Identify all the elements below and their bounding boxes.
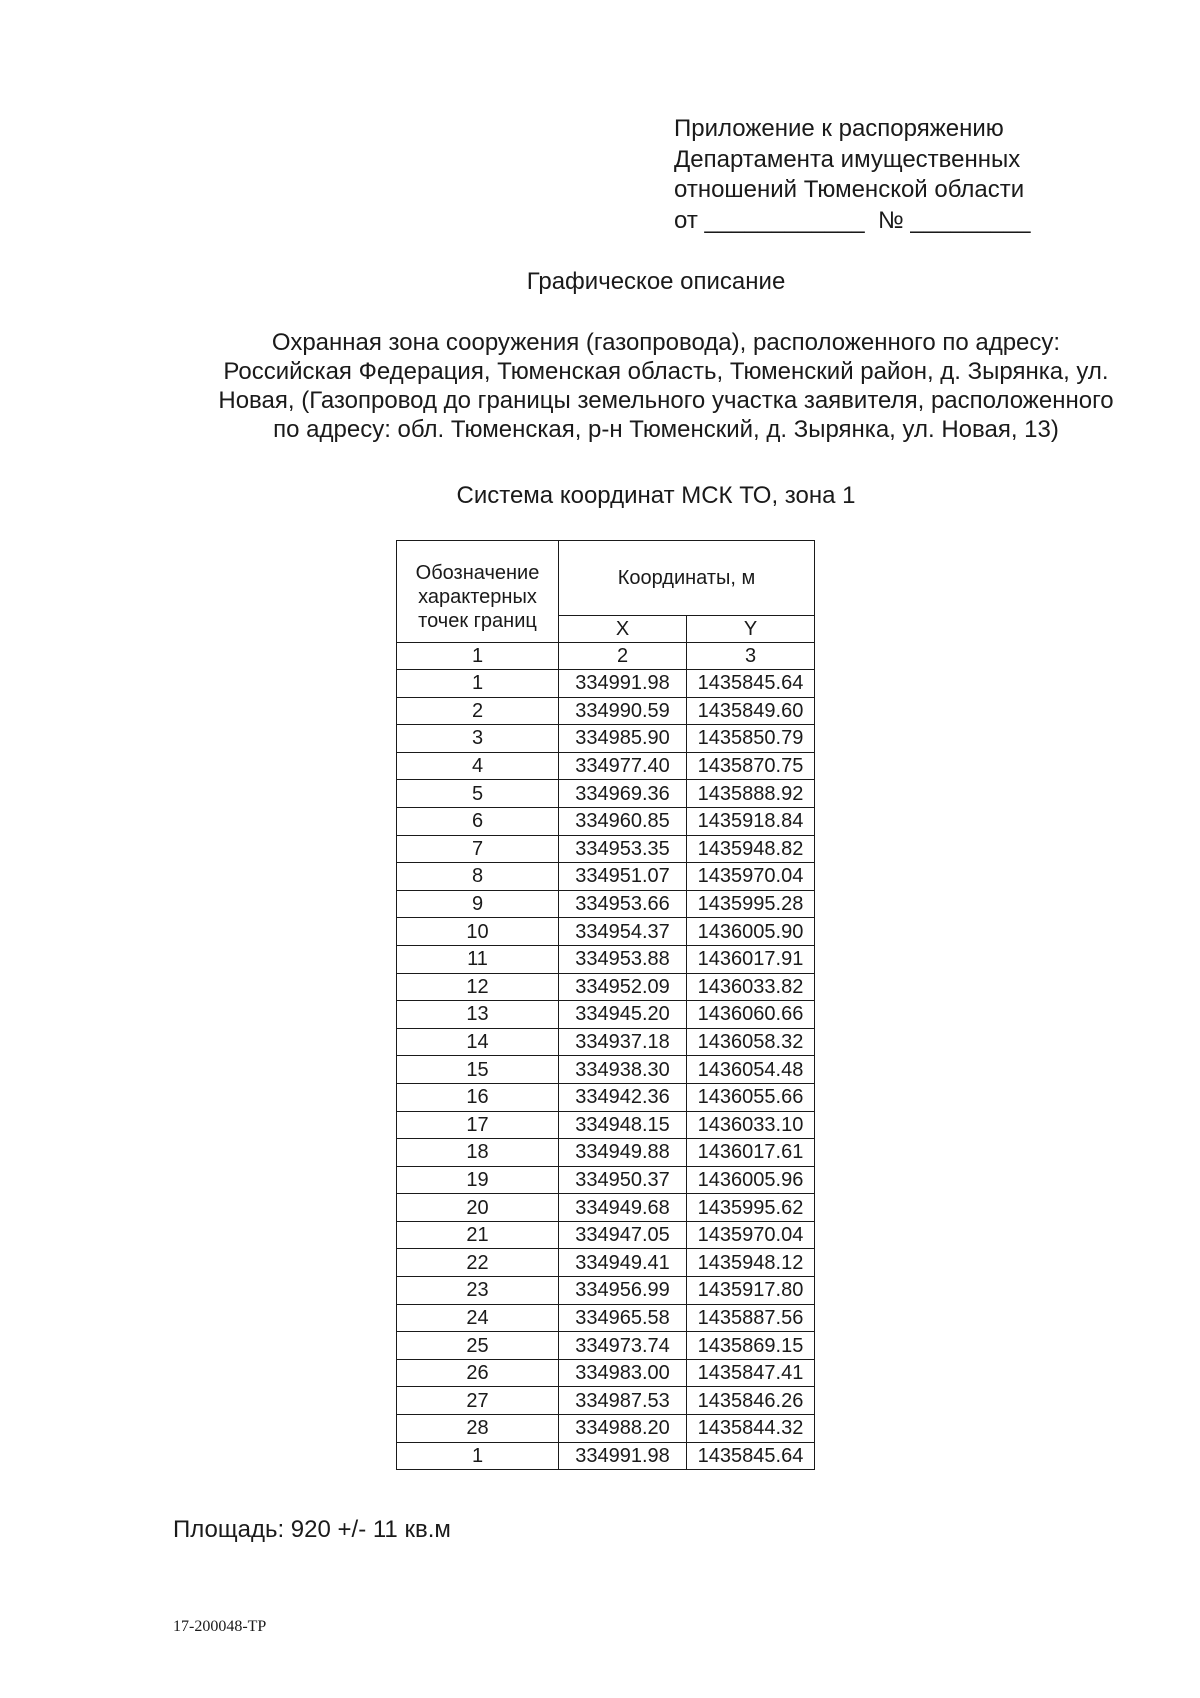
area-value: Площадь: 920 +/- 11 кв.м [173, 1516, 451, 1543]
x-coordinate-cell: 334953.88 [559, 945, 687, 973]
y-coordinate-cell: 1435850.79 [687, 725, 815, 753]
y-coordinate-cell: 1435888.92 [687, 780, 815, 808]
x-coordinate-cell: 334949.41 [559, 1249, 687, 1277]
point-number-cell: 22 [397, 1249, 559, 1277]
y-coordinate-cell: 1436033.82 [687, 973, 815, 1001]
description-line: по адресу: обл. Тюменская, р-н Тюменский, д. Зырянка, ул. Новая, 13) [273, 416, 1059, 443]
y-coordinate-cell: 1435849.60 [687, 697, 815, 725]
x-coordinate-cell: 334953.35 [559, 835, 687, 863]
point-number-cell: 5 [397, 780, 559, 808]
x-coordinate-cell: 334948.15 [559, 1111, 687, 1139]
point-number-cell: 17 [397, 1111, 559, 1139]
x-coordinate-cell: 334942.36 [559, 1083, 687, 1111]
x-coordinate-cell: 334952.09 [559, 973, 687, 1001]
x-coordinate-cell: 334960.85 [559, 807, 687, 835]
point-number-cell: 10 [397, 918, 559, 946]
description-line: Российская Федерация, Тюменская область, Тюменский район, д. Зырянка, ул. [223, 358, 1109, 385]
y-coordinate-cell: 1436058.32 [687, 1028, 815, 1056]
y-coordinate-cell: 1435870.75 [687, 752, 815, 780]
table-row [397, 1083, 815, 1111]
column-number: 1 [397, 643, 559, 670]
appendix-block [674, 114, 1031, 236]
zone-description [160, 328, 1172, 444]
coordinates-table [396, 540, 815, 1470]
y-coordinate-cell: 1435970.04 [687, 863, 815, 891]
header-x: X [559, 616, 687, 643]
x-coordinate-cell: 334977.40 [559, 752, 687, 780]
table-row [397, 1249, 815, 1277]
x-coordinate-cell: 334991.98 [559, 670, 687, 698]
x-coordinate-cell: 334988.20 [559, 1415, 687, 1443]
table-row [397, 1001, 815, 1029]
document-title: Графическое описание [526, 268, 786, 295]
point-number-cell: 27 [397, 1387, 559, 1415]
point-number-cell: 2 [397, 697, 559, 725]
point-number-cell: 18 [397, 1139, 559, 1167]
x-coordinate-cell: 334950.37 [559, 1166, 687, 1194]
point-number-cell: 1 [397, 1442, 559, 1470]
table-row [397, 835, 815, 863]
point-number-cell: 9 [397, 890, 559, 918]
header-points: Обозначение характерных точек границ [397, 541, 559, 643]
x-coordinate-cell: 334951.07 [559, 863, 687, 891]
appendix-line: Приложение к распоряжению [674, 115, 1004, 142]
x-coordinate-cell: 334969.36 [559, 780, 687, 808]
header-coordinates: Координаты, м [559, 541, 815, 616]
x-coordinate-cell: 334983.00 [559, 1359, 687, 1387]
description-line: Охранная зона сооружения (газопровода), расположенного по адресу: [271, 329, 1061, 356]
y-coordinate-cell: 1435948.82 [687, 835, 815, 863]
y-coordinate-cell: 1436017.61 [687, 1139, 815, 1167]
point-number-cell: 20 [397, 1194, 559, 1222]
table-row [397, 1056, 815, 1084]
table-row [397, 890, 815, 918]
y-coordinate-cell: 1436055.66 [687, 1083, 815, 1111]
y-coordinate-cell: 1436033.10 [687, 1111, 815, 1139]
table-row [397, 1111, 815, 1139]
y-coordinate-cell: 1436054.48 [687, 1056, 815, 1084]
point-number-cell: 21 [397, 1221, 559, 1249]
x-coordinate-cell: 334945.20 [559, 1001, 687, 1029]
point-number-cell: 6 [397, 807, 559, 835]
point-number-cell: 25 [397, 1332, 559, 1360]
x-coordinate-cell: 334990.59 [559, 697, 687, 725]
x-coordinate-cell: 334965.58 [559, 1304, 687, 1332]
x-coordinate-cell: 334956.99 [559, 1277, 687, 1305]
coordinate-system: Система координат МСК ТО, зона 1 [456, 482, 856, 509]
point-number-cell: 19 [397, 1166, 559, 1194]
x-coordinate-cell: 334949.88 [559, 1139, 687, 1167]
column-number: 2 [559, 643, 687, 670]
x-coordinate-cell: 334987.53 [559, 1387, 687, 1415]
table-row [397, 1442, 815, 1470]
table-row [397, 697, 815, 725]
point-number-cell: 15 [397, 1056, 559, 1084]
table-row [397, 1194, 815, 1222]
table-row [397, 918, 815, 946]
appendix-line: отношений Тюменской области [674, 176, 1025, 203]
x-coordinate-cell: 334953.66 [559, 890, 687, 918]
y-coordinate-cell: 1435970.04 [687, 1221, 815, 1249]
x-coordinate-cell: 334985.90 [559, 725, 687, 753]
point-number-cell: 8 [397, 863, 559, 891]
point-number-cell: 11 [397, 945, 559, 973]
y-coordinate-cell: 1436005.96 [687, 1166, 815, 1194]
y-coordinate-cell: 1435869.15 [687, 1332, 815, 1360]
y-coordinate-cell: 1435847.41 [687, 1359, 815, 1387]
table-row [397, 1277, 815, 1305]
point-number-cell: 3 [397, 725, 559, 753]
table-row [397, 1332, 815, 1360]
x-coordinate-cell: 334991.98 [559, 1442, 687, 1470]
point-number-cell: 24 [397, 1304, 559, 1332]
x-coordinate-cell: 334973.74 [559, 1332, 687, 1360]
y-coordinate-cell: 1436060.66 [687, 1001, 815, 1029]
table-row [397, 973, 815, 1001]
appendix-line: Департамента имущественных [674, 145, 1021, 173]
table-row [397, 1415, 815, 1443]
table-row [397, 1304, 815, 1332]
table-row [397, 725, 815, 753]
x-coordinate-cell: 334937.18 [559, 1028, 687, 1056]
table-row [397, 1028, 815, 1056]
table-row [397, 863, 815, 891]
point-number-cell: 14 [397, 1028, 559, 1056]
y-coordinate-cell: 1435948.12 [687, 1249, 815, 1277]
x-coordinate-cell: 334954.37 [559, 918, 687, 946]
table-row [397, 807, 815, 835]
header-y: Y [687, 616, 815, 643]
table-body [397, 670, 815, 1470]
y-coordinate-cell: 1436005.90 [687, 918, 815, 946]
point-number-cell: 4 [397, 752, 559, 780]
point-number-cell: 7 [397, 835, 559, 863]
table-row [397, 1359, 815, 1387]
point-number-cell: 28 [397, 1415, 559, 1443]
point-number-cell: 23 [397, 1277, 559, 1305]
table-row [397, 1387, 815, 1415]
y-coordinate-cell: 1435995.62 [687, 1194, 815, 1222]
column-number: 3 [687, 643, 815, 670]
x-coordinate-cell: 334938.30 [559, 1056, 687, 1084]
point-number-cell: 1 [397, 670, 559, 698]
table-row [397, 780, 815, 808]
point-number-cell: 16 [397, 1083, 559, 1111]
y-coordinate-cell: 1435844.32 [687, 1415, 815, 1443]
x-coordinate-cell: 334949.68 [559, 1194, 687, 1222]
y-coordinate-cell: 1435845.64 [687, 670, 815, 698]
point-number-cell: 12 [397, 973, 559, 1001]
y-coordinate-cell: 1435918.84 [687, 807, 815, 835]
y-coordinate-cell: 1435995.28 [687, 890, 815, 918]
document-number: 17-200048-ТР [173, 1618, 267, 1635]
y-coordinate-cell: 1436017.91 [687, 945, 815, 973]
y-coordinate-cell: 1435917.80 [687, 1277, 815, 1305]
table-row [397, 670, 815, 698]
point-number-cell: 26 [397, 1359, 559, 1387]
table-row [397, 752, 815, 780]
table-row [397, 945, 815, 973]
y-coordinate-cell: 1435846.26 [687, 1387, 815, 1415]
point-number-cell: 13 [397, 1001, 559, 1029]
table-row [397, 1221, 815, 1249]
table-row [397, 1139, 815, 1167]
x-coordinate-cell: 334947.05 [559, 1221, 687, 1249]
appendix-line: от ____________ № _________ [674, 206, 1031, 234]
table-row [397, 1166, 815, 1194]
y-coordinate-cell: 1435887.56 [687, 1304, 815, 1332]
description-line: Новая, (Газопровод до границы земельного участка заявителя, расположенного [218, 387, 1114, 414]
y-coordinate-cell: 1435845.64 [687, 1442, 815, 1470]
